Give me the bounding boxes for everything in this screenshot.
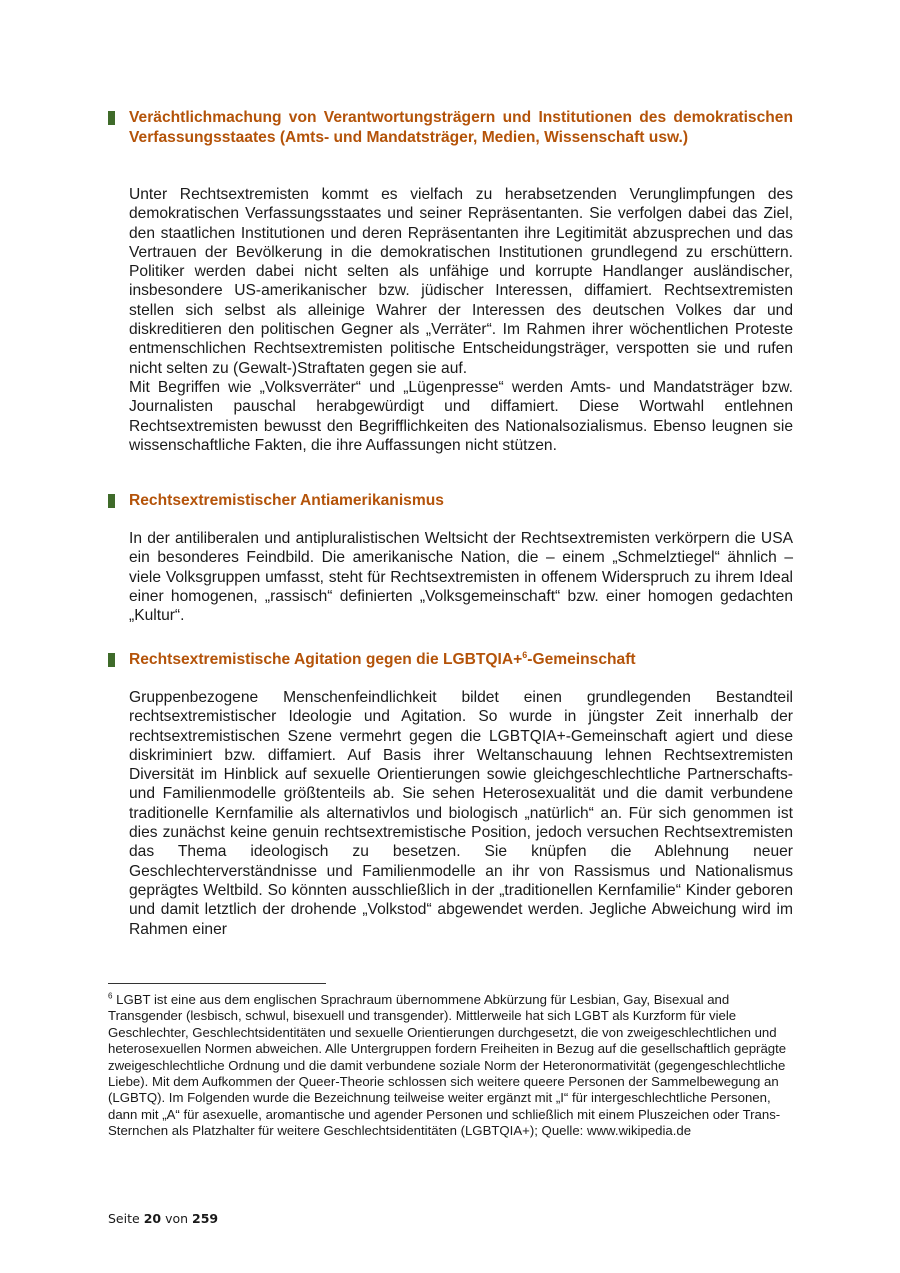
footnote-reference[interactable]: 6 xyxy=(522,649,528,660)
page-total: 259 xyxy=(192,1211,219,1226)
heading-marker-icon xyxy=(108,653,115,667)
paragraph: Unter Rechtsextremisten kommt es vielfach zu herabsetzenden Verunglimpfungen des demokratischen Verfassungsstaates und seiner Repräsentanten. Sie verfolgen dabei das Ziel, den staatlichen Institutionen und deren Repräsentanten ihre Legitimität abzusprechen und das Vertrauen der Bevölkerung in die demokratischen Institutionen grundlegend zu erschüttern. Politiker werden dabei nicht selten als unfähige und korrupte Handlanger ausländischer, insbesondere US-amerikanischer bzw. jüdischer Interessen, diffamiert. Rechtsextremisten stellen sich selbst als alleinige Wahrer der Interessen des deutschen Volkes dar und diskreditieren den politischen Gegner als „Verräter“. Im Rahmen ihrer wöchentlichen Proteste entmenschlichen Rechtsextremisten politische Entscheidungsträger, verspotten sie und rufen nicht selten zu (Gewalt-)Straftaten gegen sie auf. xyxy=(129,186,793,377)
heading-marker-icon xyxy=(108,111,115,125)
section-heading-verachtlichmachung xyxy=(108,108,793,147)
section-body-verachtlichmachung xyxy=(129,185,793,455)
heading-text-part: Rechtsextremistische Agitation gegen die LGBTQIA+ xyxy=(129,651,523,668)
footnote-text: LGBT ist eine aus dem englischen Sprachraum übernommene Abkürzung für Lesbian, Gay, Bisexual and Transgender (lesbisch, schwul, bisexuell und transgender). Mittlerweile hat sich LGBT als Kurzform für viele Geschlechter, Geschlechtsidentitäten und sexuelle Orientierungen durchgesetzt, die von zweigeschlechtlichen und heterosexuellen Normen abweichen. Alle Untergruppen fordern Freiheiten in Bezug auf die gesellschaftlich geprägte zweigeschlechtliche Ordnung und die damit verbundene soziale Norm der Heteronormativität (gegengeschlechtliche Liebe). Mit dem Aufkommen der Queer-Theorie schlossen sich weitere queere Personen der Sammelbewegung an (LGBTQ). Im Folgenden wurde die Bezeichnung teilweise weiter ergänzt mit „I“ für intergeschlechtliche Personen, dann mit „A“ für asexuelle, aromantische und agender Personen und schließlich mit einem Pluszeichen oder Trans-Sternchen als Platzhalter für weitere Geschlechtsidentitäten (LGBTQIA+); Quelle: www.wikipedia.de xyxy=(108,992,787,1139)
paragraph: In der antiliberalen und antipluralistischen Weltsicht der Rechtsextremisten verkörpern die USA ein besonderes Feindbild. Die amerikanische Nation, die – einem „Schmelztiegel“ ähnlich – viele Volksgruppen umfasst, steht für Rechtsextremisten in offenem Widerspruch zu ihrem Ideal einer homogenen, „rassisch“ definierten „Volksgemeinschaft“ bzw. einer homogen gedachten „Kultur“. xyxy=(129,530,793,625)
paragraph: Gruppenbezogene Menschenfeindlichkeit bildet einen grundlegenden Bestandteil rechtsextremistischer Ideologie und Agitation. So wurde in jüngster Zeit innerhalb der rechtsextremistischen Szene vermehrt gegen die LGBTQIA+-Gemeinschaft agiert und diese diskriminiert bzw. diffamiert. Auf Basis ihrer Weltanschauung lehnen Rechtsextremisten Diversität im Hinblick auf sexuelle Orientierungen sowie gleichgeschlechtliche Partnerschafts- und Familienmodelle größtenteils ab. Sie sehen Heterosexualität und die damit verbundene traditionelle Kernfamilie als alternativlos und biologisch „natürlich“ an. Für sich genommen ist dies zunächst keine genuin rechtsextremistische Position, jedoch versuchen Rechtsextremisten das Thema ideologisch zu besetzen. Sie knüpfen die Ablehnung neuer Geschlechterverständnisse und Familienmodelle an ihr von Rassismus und Nationalismus geprägtes Weltbild. So könnten ausschließlich in der „traditionellen Kernfamilie“ Kinder geboren und damit letztlich der drohende „Volkstod“ abgewendet werden. Jegliche Abweichung wird im Rahmen einer xyxy=(129,689,793,938)
heading-text-part: -Gemeinschaft xyxy=(527,651,636,668)
section-body-lgbtqia xyxy=(129,688,793,939)
heading-text: Rechtsextremistischer Antiamerikanismus xyxy=(129,492,444,509)
page-separator: von xyxy=(165,1211,189,1226)
heading-text: Verächtlichmachung von Verantwortungsträgern und Institutionen des demokratischen Verfassungsstaates (Amts- und Mandatsträger, Medien, Wissenschaft usw.) xyxy=(129,109,793,146)
heading-marker-icon xyxy=(108,494,115,508)
footnote-marker: 6 xyxy=(108,991,113,1001)
section-heading-lgbtqia xyxy=(108,650,793,670)
section-heading-antiamerikanismus xyxy=(108,491,793,511)
page-label: Seite xyxy=(108,1211,140,1226)
heading-text xyxy=(129,650,793,670)
paragraph: Mit Begriffen wie „Volksverräter“ und „Lügenpresse“ werden Amts- und Mandatsträger bzw. Journalisten pauschal herabgewürdigt und diffamiert. Diese Wortwahl entlehnen Rechtsextremisten bewusst den Begrifflichkeiten des Nationalsozialismus. Ebenso leugnen sie wissenschaftliche Fakten, die ihre Auffassungen nicht stützen. xyxy=(129,378,793,454)
footnote-divider xyxy=(108,983,326,984)
page-current: 20 xyxy=(143,1211,162,1226)
footnote xyxy=(108,992,788,1140)
page-number xyxy=(108,1211,218,1226)
section-body-antiamerikanismus xyxy=(129,529,793,625)
